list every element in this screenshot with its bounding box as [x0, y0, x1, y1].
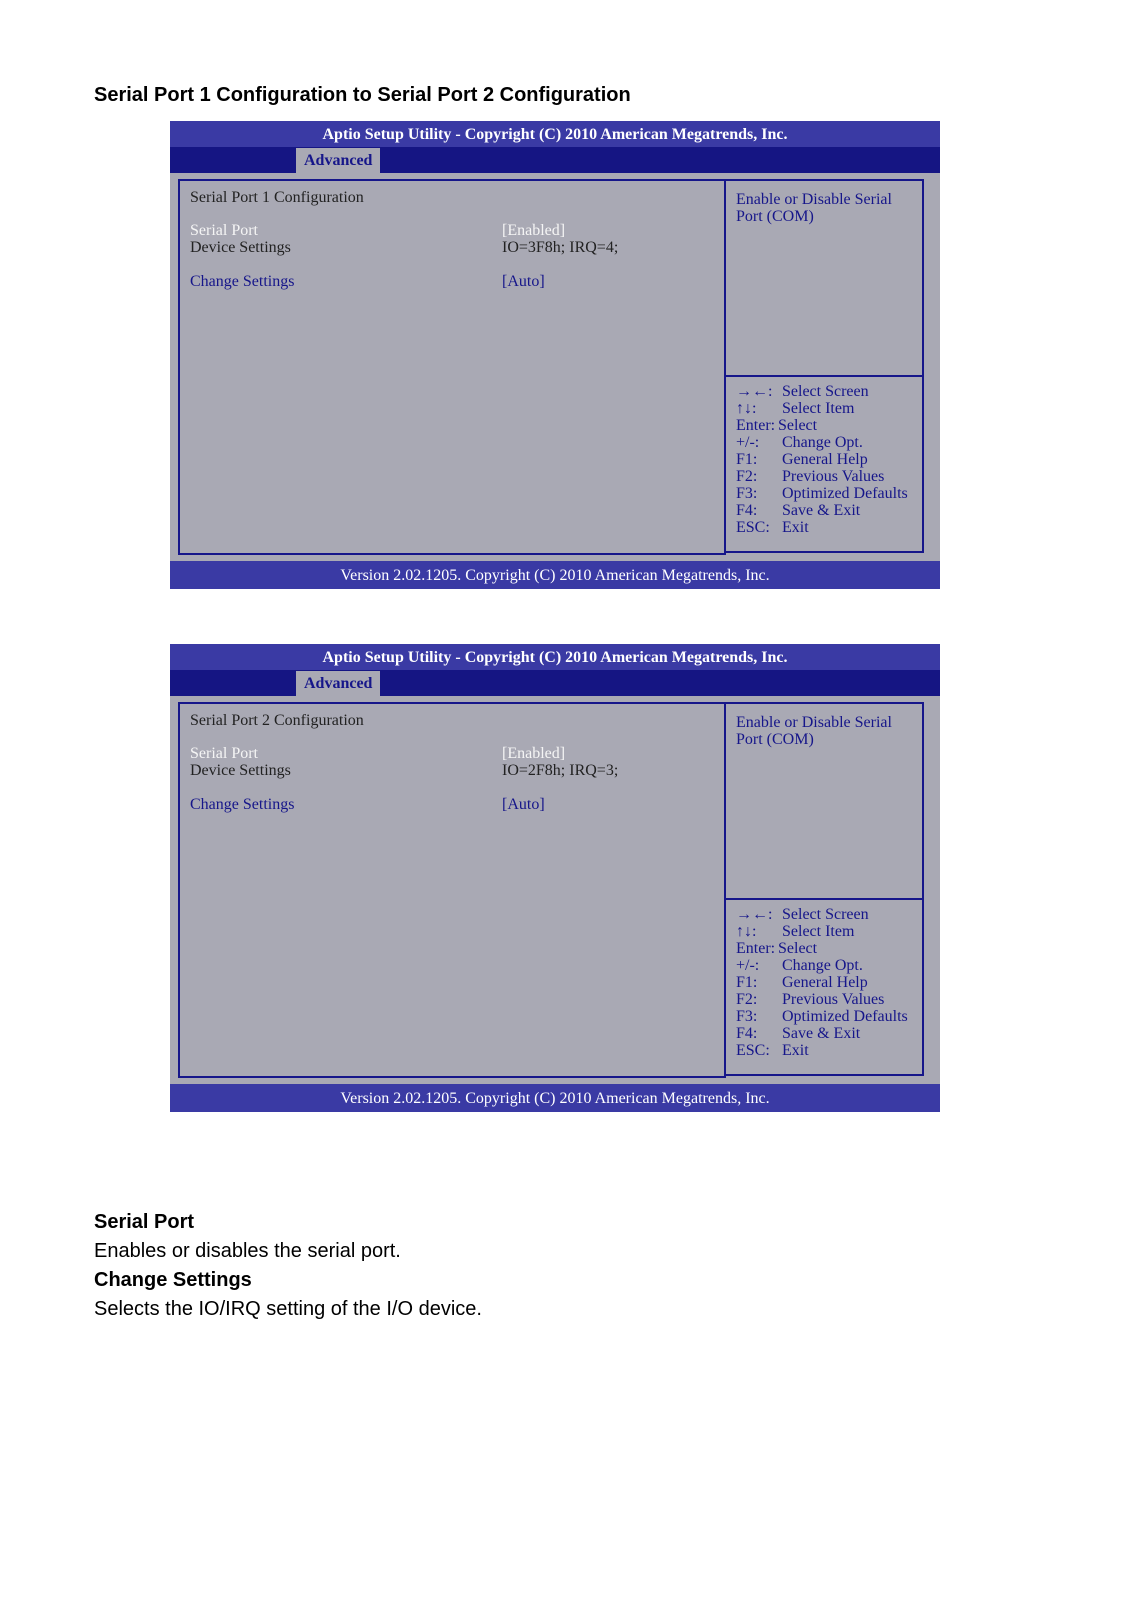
key-enter: Enter:	[736, 417, 776, 434]
section-title: Serial Port 2 Configuration	[190, 712, 364, 729]
change-settings-label[interactable]: Change Settings	[190, 273, 295, 290]
key-f1: F1:	[736, 451, 758, 468]
key-desc: Previous Values	[782, 991, 885, 1008]
key-legend	[724, 377, 924, 553]
tab-advanced[interactable]: Advanced	[296, 148, 380, 173]
key-desc: Exit	[782, 1042, 809, 1059]
key-f2: F2:	[736, 468, 758, 485]
help-text-line: Port (COM)	[736, 731, 814, 748]
key-desc: General Help	[782, 974, 868, 991]
bios-tab-bar	[170, 670, 940, 696]
key-f2: F2:	[736, 991, 758, 1008]
change-settings-value[interactable]: [Auto]	[502, 796, 545, 813]
key-legend-row	[736, 519, 922, 536]
serial-port-description: Enables or disables the serial port.	[94, 1240, 401, 1262]
key-legend-row	[736, 400, 922, 417]
help-panel	[724, 179, 924, 377]
key-desc: Previous Values	[782, 468, 885, 485]
serial-port-heading: Serial Port	[94, 1211, 195, 1233]
key-arrows-ud: ↑↓:	[736, 923, 757, 940]
serial-port-value[interactable]: [Enabled]	[502, 745, 566, 762]
key-desc: Save & Exit	[782, 502, 861, 519]
key-desc: Optimized Defaults	[782, 1008, 908, 1025]
key-legend-row	[736, 468, 922, 485]
key-desc: Save & Exit	[782, 1025, 861, 1042]
serial-port-label[interactable]: Serial Port	[190, 745, 258, 762]
key-desc: Change Opt.	[782, 957, 863, 974]
key-arrows-ud: ↑↓:	[736, 400, 757, 417]
key-desc: Select Item	[782, 923, 855, 940]
key-legend-row	[736, 383, 922, 400]
key-legend-row	[736, 502, 922, 519]
key-f1: F1:	[736, 974, 758, 991]
change-settings-heading: Change Settings	[94, 1269, 252, 1291]
help-text-line: Port (COM)	[736, 208, 814, 225]
key-legend-row	[736, 940, 922, 957]
tab-advanced[interactable]: Advanced	[296, 671, 380, 696]
key-plus-minus: +/-:	[736, 957, 760, 974]
key-desc: Select	[778, 940, 818, 957]
change-settings-label[interactable]: Change Settings	[190, 796, 295, 813]
key-arrows-lr: →←:	[736, 906, 773, 923]
key-legend-row	[736, 974, 922, 991]
key-desc: Select	[778, 417, 818, 434]
key-legend-row	[736, 1042, 922, 1059]
key-f3: F3:	[736, 485, 758, 502]
key-desc: Select Screen	[782, 906, 869, 923]
key-legend-row	[736, 923, 922, 940]
key-legend-row	[736, 906, 922, 923]
key-enter: Enter:	[736, 940, 776, 957]
page-heading: Serial Port 1 Configuration to Serial Port 2 Configuration	[94, 84, 631, 106]
device-settings-label: Device Settings	[190, 762, 291, 779]
device-settings-label: Device Settings	[190, 239, 291, 256]
key-desc: General Help	[782, 451, 868, 468]
help-text-line: Enable or Disable Serial	[736, 714, 892, 731]
key-desc: Change Opt.	[782, 434, 863, 451]
device-settings-value: IO=2F8h; IRQ=3;	[502, 762, 619, 779]
key-arrows-lr: →←:	[736, 383, 773, 400]
key-legend-row	[736, 434, 922, 451]
help-text-line: Enable or Disable Serial	[736, 191, 892, 208]
bios-title-bar: Aptio Setup Utility - Copyright (C) 2010 American Megatrends, Inc.	[170, 121, 940, 147]
bios-footer: Version 2.02.1205. Copyright (C) 2010 American Megatrends, Inc.	[170, 561, 940, 589]
key-f4: F4:	[736, 1025, 758, 1042]
bios-footer: Version 2.02.1205. Copyright (C) 2010 American Megatrends, Inc.	[170, 1084, 940, 1112]
device-settings-value: IO=3F8h; IRQ=4;	[502, 239, 619, 256]
key-f3: F3:	[736, 1008, 758, 1025]
bios-tab-bar	[170, 147, 940, 173]
key-desc: Exit	[782, 519, 809, 536]
bios-screenshot-2	[170, 644, 940, 1112]
key-esc: ESC:	[736, 1042, 770, 1059]
key-legend-row	[736, 451, 922, 468]
key-legend-row	[736, 485, 922, 502]
key-legend-row	[736, 957, 922, 974]
bios-title-bar: Aptio Setup Utility - Copyright (C) 2010 American Megatrends, Inc.	[170, 644, 940, 670]
serial-port-label[interactable]: Serial Port	[190, 222, 258, 239]
key-desc: Select Item	[782, 400, 855, 417]
key-legend	[724, 900, 924, 1076]
key-esc: ESC:	[736, 519, 770, 536]
key-legend-row	[736, 991, 922, 1008]
key-desc: Optimized Defaults	[782, 485, 908, 502]
key-legend-row	[736, 417, 922, 434]
change-settings-value[interactable]: [Auto]	[502, 273, 545, 290]
serial-port-value[interactable]: [Enabled]	[502, 222, 566, 239]
bios-main-panel	[178, 702, 726, 1078]
change-settings-description: Selects the IO/IRQ setting of the I/O device.	[94, 1298, 482, 1320]
help-panel	[724, 702, 924, 900]
key-desc: Select Screen	[782, 383, 869, 400]
bios-screenshot-1	[170, 121, 940, 589]
section-title: Serial Port 1 Configuration	[190, 189, 364, 206]
bios-main-panel	[178, 179, 726, 555]
key-plus-minus: +/-:	[736, 434, 760, 451]
key-f4: F4:	[736, 502, 758, 519]
key-legend-row	[736, 1025, 922, 1042]
key-legend-row	[736, 1008, 922, 1025]
